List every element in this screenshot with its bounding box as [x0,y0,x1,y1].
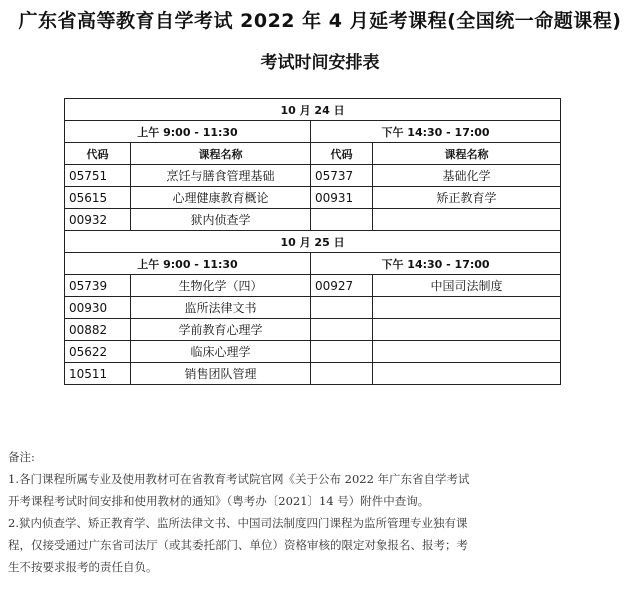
column-header-code: 代码 [311,143,373,165]
table-row [65,297,561,319]
table-row [65,319,561,341]
date-header-row [65,99,561,121]
course-name [373,297,561,319]
session-header-row [65,121,561,143]
course-code: 00927 [311,275,373,297]
column-header-row [65,143,561,165]
course-code [311,209,373,231]
date-header: 10 月 25 日 [65,231,561,253]
course-code [311,341,373,363]
note-line: 2.狱内侦查学、矫正教育学、监所法律文书、中国司法制度四门课程为监所管理专业独有课 [8,516,468,530]
course-code: 05751 [65,165,131,187]
schedule-table [64,98,561,385]
morning-session-label: 上午 9:00 - 11:30 [65,253,311,275]
course-name: 销售团队管理 [131,363,311,385]
course-name [373,319,561,341]
column-header-code: 代码 [65,143,131,165]
table-row [65,363,561,385]
course-name: 矫正教育学 [373,187,561,209]
date-header-row [65,231,561,253]
course-name: 狱内侦查学 [131,209,311,231]
table-row [65,209,561,231]
table-row [65,187,561,209]
course-code: 00932 [65,209,131,231]
notes-heading: 备注: [8,450,35,464]
course-name: 临床心理学 [131,341,311,363]
note-line: 程，仅接受通过广东省司法厅（或其委托部门、单位）资格审核的限定对象报名、报考；考 [8,538,468,552]
course-name [373,209,561,231]
course-name: 烹饪与膳食管理基础 [131,165,311,187]
afternoon-session-label: 下午 14:30 - 17:00 [311,121,561,143]
afternoon-session-label: 下午 14:30 - 17:00 [311,253,561,275]
course-code: 00930 [65,297,131,319]
morning-session-label: 上午 9:00 - 11:30 [65,121,311,143]
note-line: 开考课程考试时间安排和使用教材的通知》（粤考办〔2021〕14 号）附件中查询。 [8,494,430,508]
table-row [65,341,561,363]
course-name: 学前教育心理学 [131,319,311,341]
course-name: 中国司法制度 [373,275,561,297]
course-code [311,297,373,319]
notes-lines [8,468,632,578]
date-header: 10 月 24 日 [65,99,561,121]
course-name: 监所法律文书 [131,297,311,319]
table-row [65,275,561,297]
column-header-name: 课程名称 [373,143,561,165]
course-name: 心理健康教育概论 [131,187,311,209]
course-code: 05739 [65,275,131,297]
course-name: 生物化学（四） [131,275,311,297]
column-header-name: 课程名称 [131,143,311,165]
course-code: 05615 [65,187,131,209]
course-code: 05622 [65,341,131,363]
course-code: 00882 [65,319,131,341]
table-row [65,165,561,187]
note-line: 生不按要求报考的责任自负。 [8,560,158,574]
notes-section [8,446,632,578]
page-title: 广东省高等教育自学考试 2022 年 4 月延考课程(全国统一命题课程) [18,10,622,32]
course-code: 05737 [311,165,373,187]
course-code: 10511 [65,363,131,385]
page-subtitle: 考试时间安排表 [260,53,380,73]
course-code [311,319,373,341]
course-code [311,363,373,385]
course-name [373,341,561,363]
note-line: 1.各门课程所属专业及使用教材可在省教育考试院官网《关于公布 2022 年广东省自学考试 [8,472,470,486]
course-code: 00931 [311,187,373,209]
course-name: 基础化学 [373,165,561,187]
session-header-row [65,253,561,275]
course-name [373,363,561,385]
